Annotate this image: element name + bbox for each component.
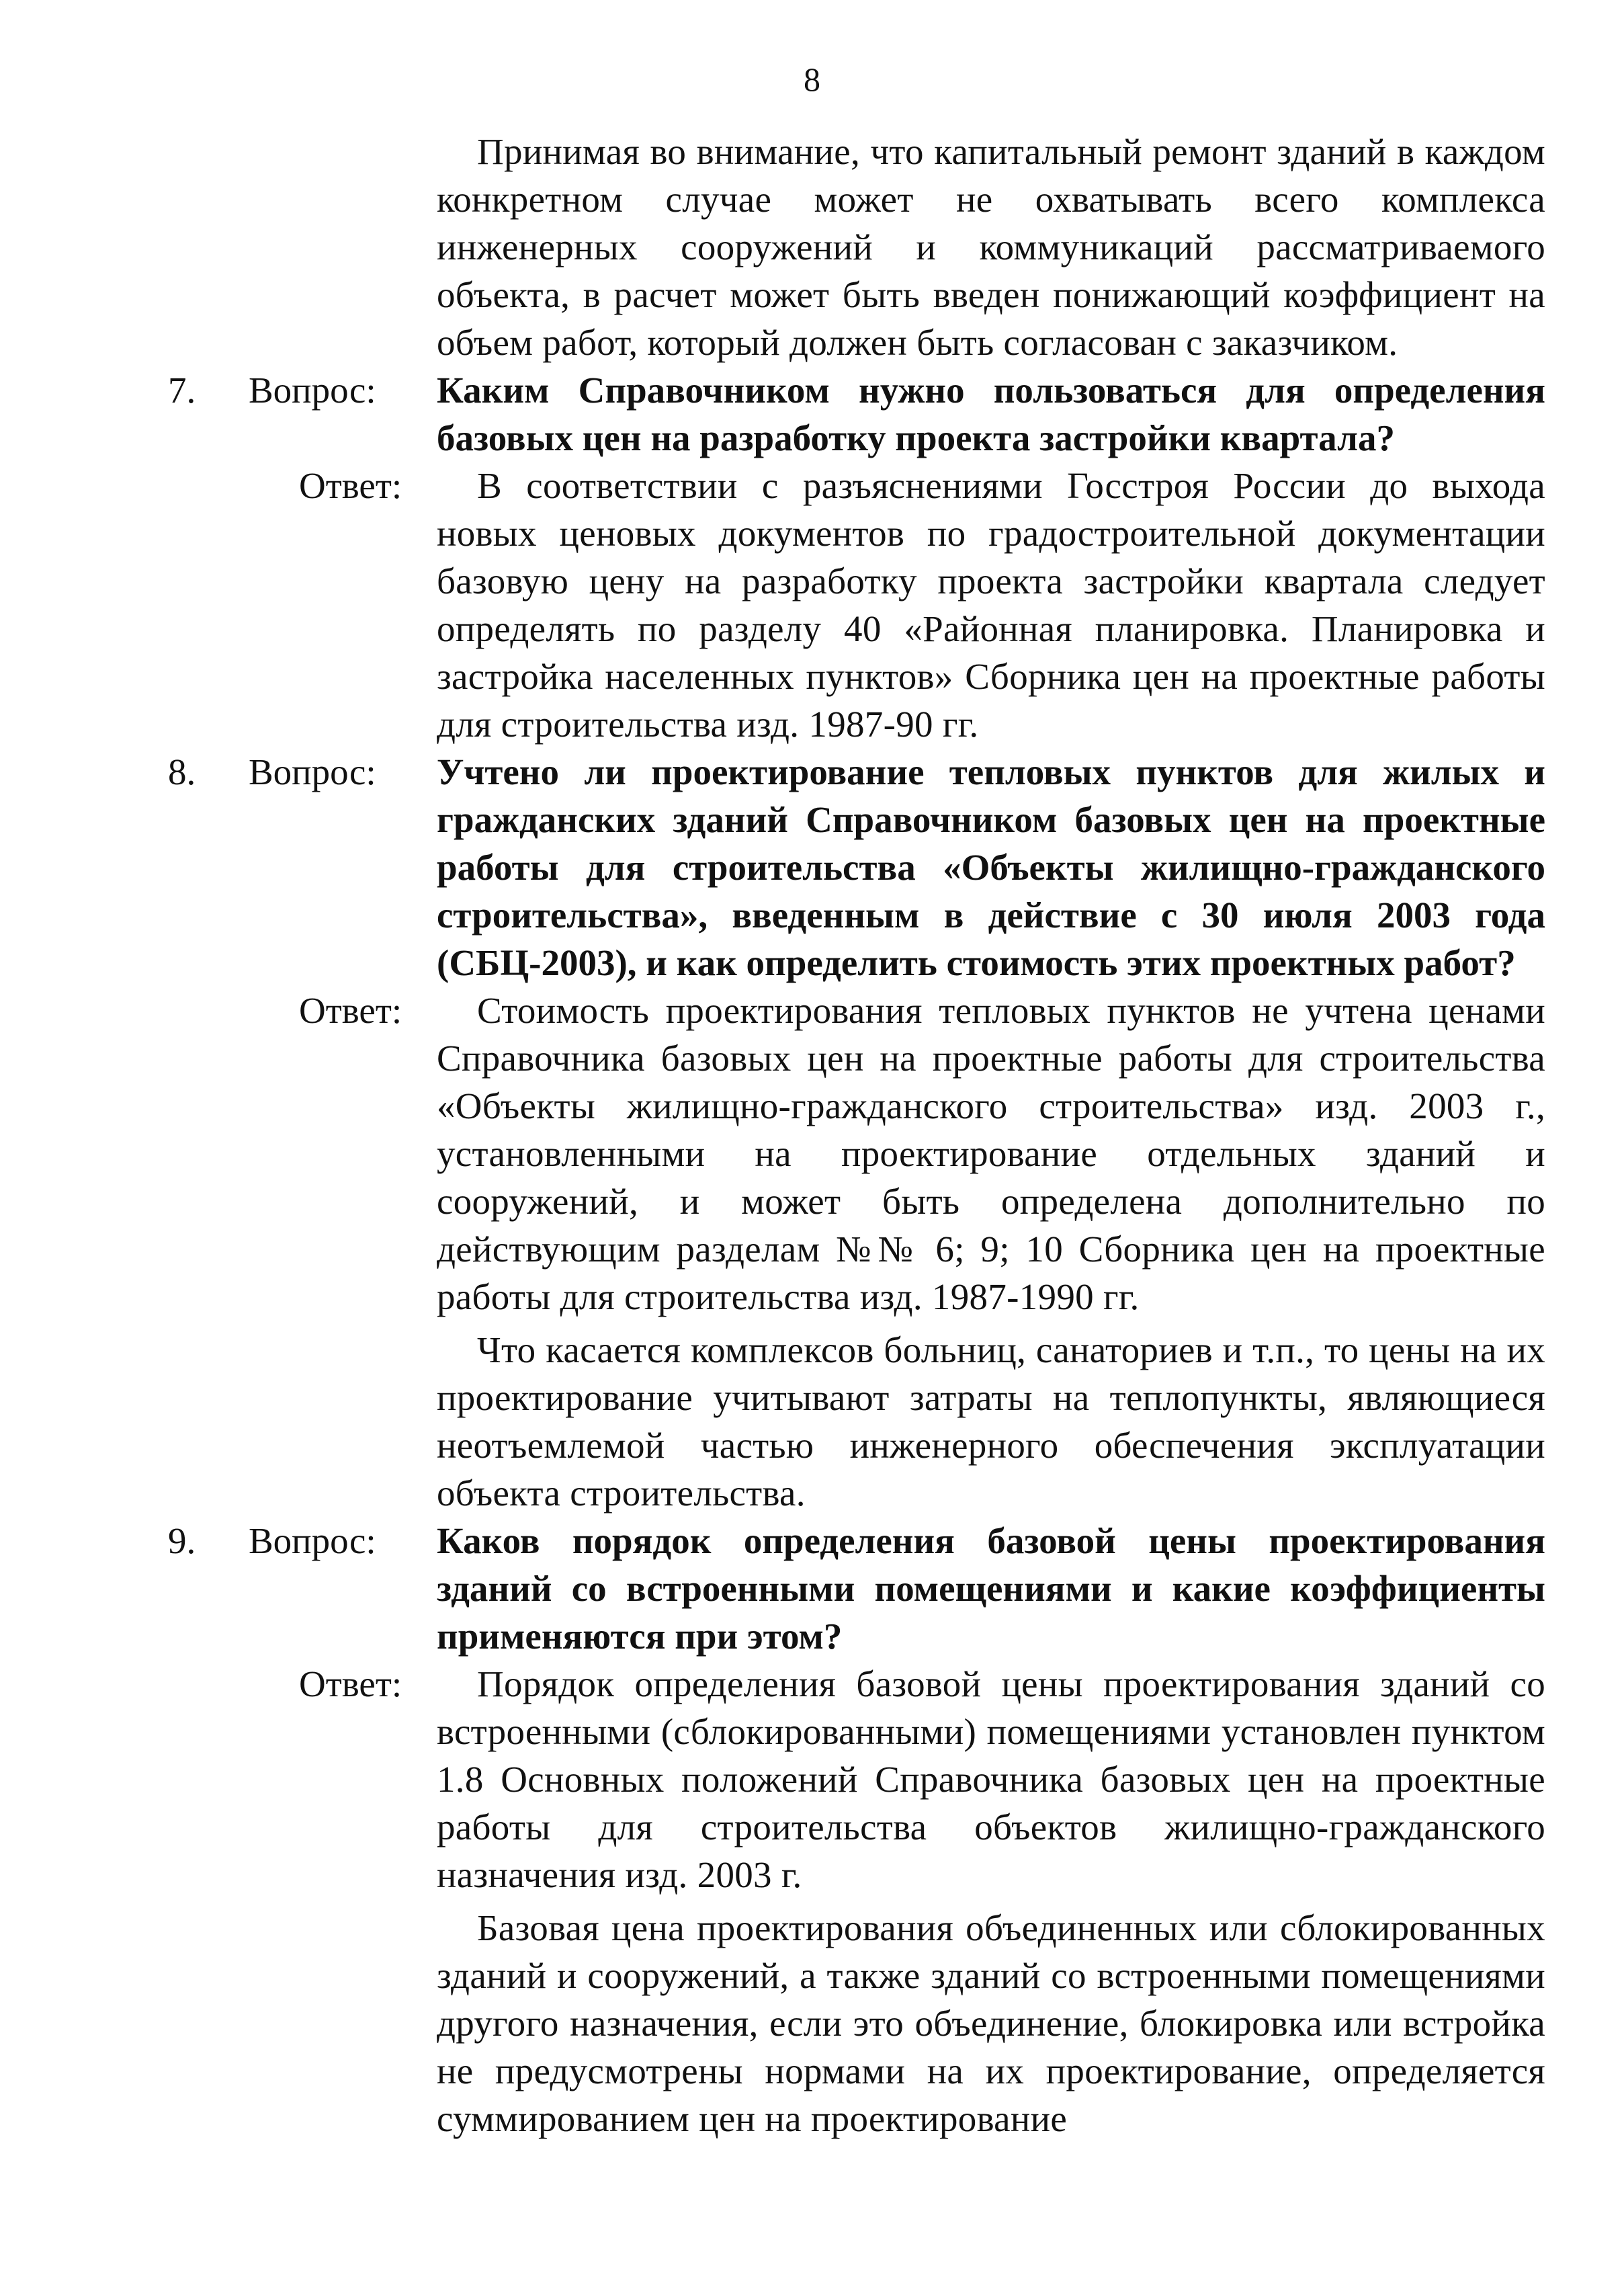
question-label: Вопрос: [249, 370, 376, 411]
page-content [168, 128, 1545, 2143]
question-number: 7. [168, 370, 196, 411]
question-row-8 [168, 748, 1545, 987]
answer-label: Ответ: [299, 1663, 402, 1704]
question-text: Каков порядок определения базовой цены проектирования зданий со встроенными помещениями и какие коэффициенты применяются при этом? [437, 1520, 1545, 1657]
answer-label: Ответ: [299, 990, 402, 1031]
question-number: 8. [168, 751, 196, 792]
question-row-7 [168, 366, 1545, 462]
question-text: Учтено ли проектирование тепловых пунктов для жилых и гражданских зданий Справочником базовых цен на проектные работы для строительства «Объекты жилищно-гражданского строительства», введенным в действие с 30 июля 2003 года (СБЦ-2003), и как определить стоимость этих проектных работ? [437, 751, 1545, 983]
answer-label: Ответ: [299, 465, 402, 506]
question-label: Вопрос: [249, 1520, 376, 1561]
answer-paragraph: Что касается комплексов больниц, санаториев и т.п., то цены на их проектирование учитывают затраты на теплопункты, являющиеся неотъемлемой частью инженерного обеспечения эксплуатации объекта строительства. [437, 1329, 1545, 1513]
answer-paragraph: В соответствии с разъяснениями Госстроя России до выхода новых ценовых документов по градостроительной документации базовую цену на разработку проекта застройки квартала следует определять по разделу 40 «Районная планировка. Планировка и застройка населенных пунктов» Сборника цен на проектные работы для строительства изд. 1987-90 гг. [437, 465, 1545, 745]
question-label: Вопрос: [249, 751, 376, 792]
question-text: Каким Справочником нужно пользоваться для определения базовых цен на разработку проекта застройки квартала? [437, 370, 1545, 458]
answer-row-8 [168, 987, 1545, 1517]
intro-paragraph: Принимая во внимание, что капитальный ремонт зданий в каждом конкретном случае может не охватывать всего комплекса инженерных сооружений и коммуникаций рассматриваемого объекта, в расчет может быть введен понижающий коэффициент на объем работ, который должен быть согласован с заказчиком. [437, 131, 1545, 363]
answer-paragraph: Порядок определения базовой цены проектирования зданий со встроенными (сблокированными) помещениями установлен пунктом 1.8 Основных положений Справочника базовых цен на проектные работы для строительства объектов жилищно-гражданского назначения изд. 2003 г. [437, 1663, 1545, 1895]
page-number: 8 [804, 60, 820, 98]
answer-row-7 [168, 462, 1545, 748]
answer-paragraph: Стоимость проектирования тепловых пунктов не учтена ценами Справочника базовых цен на проектные работы для строительства «Объекты жилищно-гражданского строительства» изд. 2003 г., установленными на проектирование отдельных зданий и сооружений, и может быть определена дополнительно по действующим разделам №№ 6; 9; 10 Сборника цен на проектные работы для строительства изд. 1987-1990 гг. [437, 990, 1545, 1317]
question-row-9 [168, 1517, 1545, 1660]
answer-row-9 [168, 1660, 1545, 2143]
answer-paragraph: Базовая цена проектирования объединенных или сблокированных зданий и сооружений, а также зданий со встроенными помещениями другого назначения, если это объединение, блокировка или встройка не предусмотрены нормами на их проектирование, определяется суммированием цен на проектирование [437, 1907, 1545, 2139]
question-number: 9. [168, 1520, 196, 1561]
